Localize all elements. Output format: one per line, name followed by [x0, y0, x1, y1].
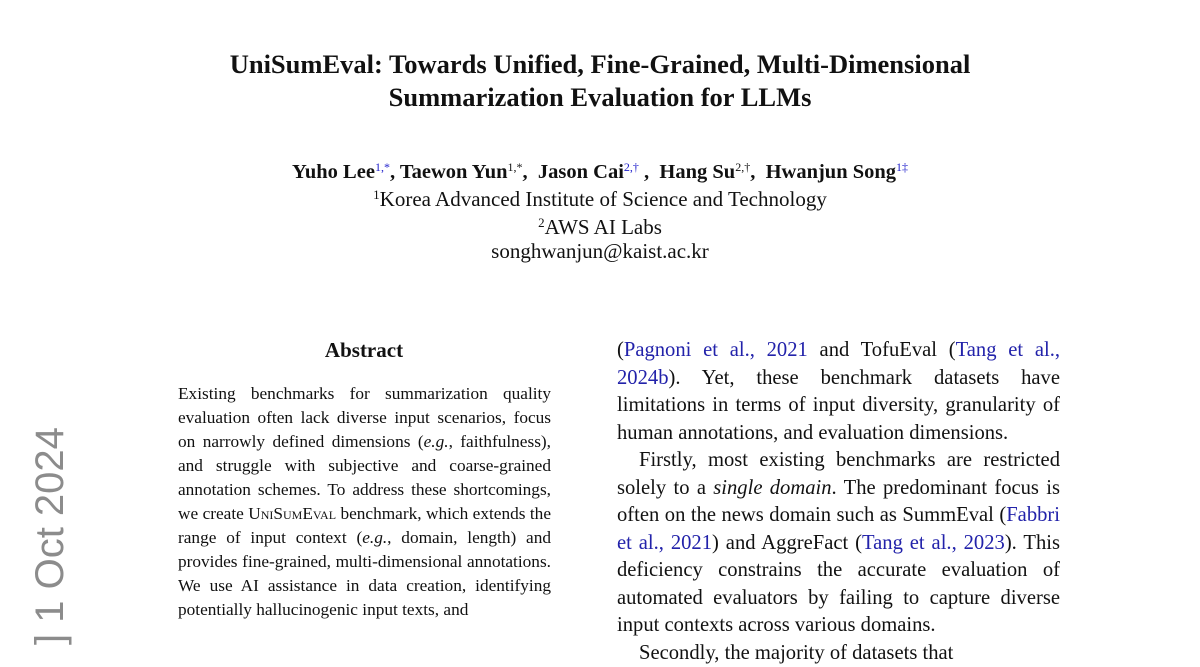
affiliation-text: Korea Advanced Institute of Science and Technology — [380, 187, 827, 211]
abstract-span: , domain, length) and provides fine-grained, multi-dimensional annotations. We use AI assistance in data creation, identifying potentially hallucinogenic input texts, and — [178, 528, 551, 619]
text-span: ). This deficiency constrains the accurate evaluation of automated evaluators by failing to capture diverse input contexts across various domains. — [617, 532, 1060, 637]
arxiv-stamp: ] 1 Oct 2024 — [30, 427, 70, 645]
author-name: Hwanjun Song — [766, 161, 896, 183]
text-span: ) and AggreFact ( — [712, 532, 862, 554]
benchmark-name: UniSumEval — [248, 504, 336, 523]
author-name: Hang Su — [659, 161, 735, 183]
author-list: Yuho Lee$^{1,*}$, Taewon Yun$^{1,*}$, Jason Cai$^{2,\dagger}$ , Hang $Su^{2,\dagger}$, Hwanjun Song$^{1\ddagger}$ — [0, 153, 1200, 186]
affiliation-number: 2 — [538, 215, 545, 230]
title-line-1: UniSumEval: Towards Unified, Fine-Grained, Multi-Dimensional — [0, 48, 1200, 81]
text-span: ). Yet, these benchmark datasets have limitations in terms of input diversity, granularity of human annotations, and evaluation dimensions. — [617, 367, 1060, 444]
abstract-text — [178, 382, 551, 622]
abstract-heading: Abstract — [178, 336, 550, 364]
author-email: songhwanjun@kaist.ac.kr — [0, 237, 1200, 265]
author-sup[interactable]: 1‡ — [896, 160, 908, 174]
citation-link[interactable]: Pagnoni et al., 2021 — [624, 339, 808, 361]
citation-link[interactable]: Tang et al., 2023 — [862, 532, 1005, 554]
abstract-span: Existing benchmarks for summarization quality evaluation often lack diverse input scenarios, focus on narrowly defined dimensions ( — [178, 384, 551, 451]
text-span: Secondly, the majority of datasets that — [639, 642, 953, 664]
emphasis: single domain — [713, 477, 831, 499]
citation-link[interactable]: Fabbri et al., 2021 — [617, 504, 1060, 554]
text-span: . The predominant focus is often on the news domain such as SummEval ( — [617, 477, 1060, 527]
abstract-span: benchmark, which extends the range of input context ( — [178, 504, 551, 547]
text-span: and TofuEval ( — [808, 339, 956, 361]
author-sup: 2,† — [735, 160, 750, 174]
author-sup: 1,* — [508, 160, 523, 174]
author-name: Taewon Yun — [400, 161, 508, 183]
title-line-2: Summarization Evaluation for LLMs — [0, 81, 1200, 114]
abstract-em: e.g. — [362, 528, 387, 547]
author-name: Yuho Lee — [292, 161, 375, 183]
affiliation-number: 1 — [373, 187, 380, 202]
abstract-em: e.g. — [424, 432, 449, 451]
author-name: Jason Cai — [538, 161, 624, 183]
author-sup[interactable]: 2,† — [624, 160, 639, 174]
citation-link[interactable]: Tang et al., 2024b — [617, 339, 1060, 389]
paragraph — [617, 447, 1060, 640]
abstract-span: , faithfulness), and struggle with subjective and coarse-grained annotation schemes. To address these shortcomings, we create — [178, 432, 551, 523]
paper-title — [0, 48, 1200, 114]
paragraph: (Pagnoni et al., 2021 and TofuEval (Tang et al., 2024b). Yet, these benchmark datasets have limitations in terms of input diversity, granularity of human annotations, and evaluation dimensions. — [617, 337, 1060, 447]
affiliation-text: AWS AI Labs — [545, 215, 662, 239]
body-column-right — [617, 337, 1060, 667]
author-sup[interactable]: 1,* — [375, 160, 390, 174]
text-span: Firstly, most existing benchmarks are restricted solely to a — [617, 449, 1060, 499]
paragraph — [617, 640, 1060, 667]
